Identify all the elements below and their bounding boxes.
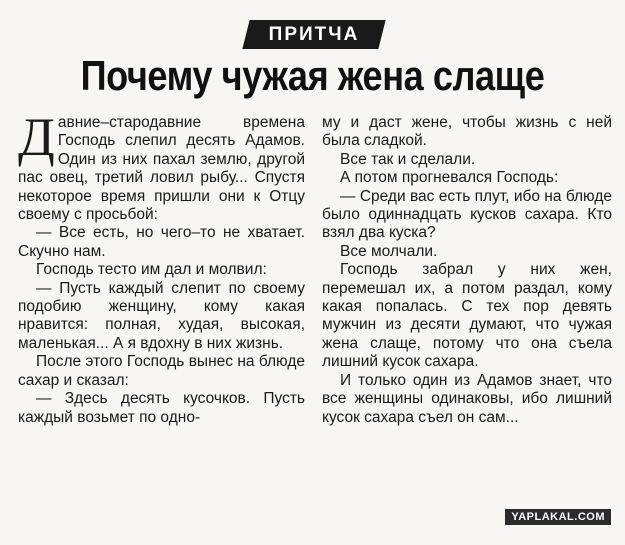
right-paragraph-4: — Среди вас есть плут, ибо на блюде было одиннадцать кусков сахара. Кто взял два куска? (322, 187, 612, 242)
right-paragraph-1: му и даст жене, чтобы жизнь с ней была сладкой. (322, 114, 612, 150)
right-paragraph-5: Все молчали. (340, 242, 438, 260)
paragraph-text: авние–стародавние времена Господь слепил десять Адамов. Один из них пахал землю, другой пас овец, третий ловил рыбу... Спустя некоторое время пришли они к Отцу своему с просьбой: (18, 114, 305, 224)
left-column (18, 107, 305, 427)
right-paragraph-6: Господь забрал у них жен, перемешал их, а потом раздал, кому какая попалась. С тех пор девять мужчин из десяти думают, что чужая жена слаще, потому что она съела лишний кусок сахара. (322, 261, 612, 371)
site-watermark: YAPLAKAL.COM (505, 509, 611, 525)
right-paragraph-2: Все так и сделали. (340, 150, 476, 168)
left-paragraph-2: — Все есть, но чего–то не хватает. Скучно нам. (18, 224, 305, 260)
drop-cap: Д (18, 107, 55, 167)
left-paragraph-4: — Пусть каждый слепит по своему подобию женщину, кому какая нравится: полная, худая, высокая, маленькая... А я вдохну в них жизнь. (18, 279, 305, 352)
rubric-label: ПРИТЧА (268, 24, 360, 45)
article-title: Почему чужая жена слаще (80, 52, 545, 99)
left-paragraph-3: Господь тесто им дал и молвил: (36, 261, 267, 279)
left-paragraph-1 (18, 107, 305, 224)
left-paragraph-5: После этого Господь вынес на блюде сахар и сказал: (18, 353, 305, 389)
left-paragraph-6: — Здесь десять кусочков. Пусть каждый возьмет по одно- (18, 390, 305, 426)
right-paragraph-3: А потом прогневался Господь: (340, 169, 559, 187)
right-column (322, 114, 612, 427)
right-paragraph-7: И только один из Адамов знает, что все женщины одинаковы, ибо лишний кусок сахара съел он сам... (322, 371, 612, 426)
